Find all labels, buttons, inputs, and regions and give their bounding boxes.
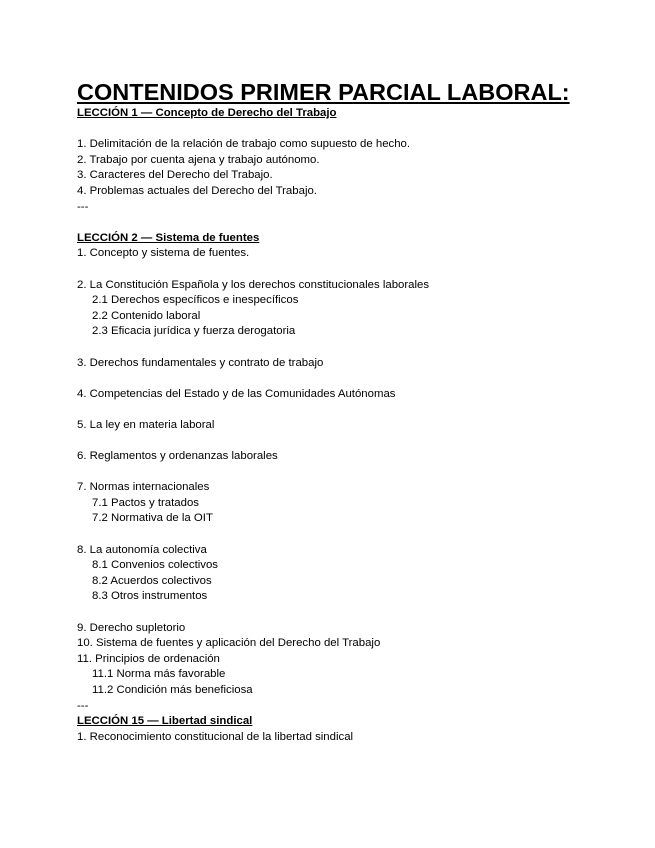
lesson-2-item-9: 9. Derecho supletorio (77, 621, 186, 634)
lesson-2-item-4: 4. Competencias del Estado y de las Comunidades Autónomas (77, 387, 396, 400)
lesson-2-item-1: 1. Concepto y sistema de fuentes. (77, 247, 250, 260)
lesson-15-item-1: 1. Reconocimiento constitucional de la libertad sindical (77, 730, 354, 743)
lesson-2-item-3: 3. Derechos fundamentales y contrato de trabajo (77, 356, 324, 369)
lesson-2-item-8-3: 8.3 Otros instrumentos (92, 590, 208, 603)
blank-line (77, 402, 637, 418)
blank-line (77, 262, 637, 278)
lesson-1-item-2: 2. Trabajo por cuenta ajena y trabajo autónomo. (77, 153, 320, 166)
lesson-2-heading: LECCIÓN 2 — Sistema de fuentes (77, 231, 260, 244)
lesson-1-item-1: 1. Delimitación de la relación de trabajo como supuesto de hecho. (77, 138, 411, 151)
document-title: CONTENIDOS PRIMER PARCIAL LABORAL: (77, 79, 570, 105)
lesson-2-item-11: 11. Principios de ordenación (77, 652, 220, 665)
document-page (77, 78, 637, 745)
blank-line (77, 433, 637, 449)
blank-line (77, 465, 637, 481)
blank-line (77, 527, 637, 543)
lesson-15-heading: LECCIÓN 15 — Libertad sindical (77, 715, 253, 728)
lesson-2-item-2-1: 2.1 Derechos específicos e inespecíficos (92, 294, 299, 307)
lesson-1-item-3: 3. Caracteres del Derecho del Trabajo. (77, 169, 273, 182)
lesson-2-item-10: 10. Sistema de fuentes y aplicación del Derecho del Trabajo (77, 637, 381, 650)
lesson-2-item-6: 6. Reglamentos y ordenanzas laborales (77, 450, 278, 463)
lesson-1-item-4: 4. Problemas actuales del Derecho del Trabajo. (77, 184, 317, 197)
lesson-2-item-5: 5. La ley en materia laboral (77, 418, 215, 431)
blank-line (77, 340, 637, 356)
blank-line (77, 371, 637, 387)
lesson-2-item-7: 7. Normas internacionales (77, 481, 210, 494)
blank-line (77, 215, 637, 231)
lesson-1-separator: --- (77, 200, 89, 213)
lesson-2-item-11-1: 11.1 Norma más favorable (92, 668, 226, 681)
blank-line (77, 605, 637, 621)
lesson-2-item-11-2: 11.2 Condición más beneficiosa (92, 683, 253, 696)
lesson-2-item-2-3: 2.3 Eficacia jurídica y fuerza derogatoria (92, 325, 296, 338)
lesson-2-item-7-1: 7.1 Pactos y tratados (92, 496, 200, 509)
lesson-2-item-7-2: 7.2 Normativa de la OIT (92, 512, 213, 525)
lesson-2-item-8: 8. La autonomía colectiva (77, 543, 207, 556)
lesson-2-separator: --- (77, 699, 89, 712)
blank-line (77, 122, 637, 138)
lesson-2-item-8-1: 8.1 Convenios colectivos (92, 559, 218, 572)
lesson-1-heading: LECCIÓN 1 — Concepto de Derecho del Trabajo (77, 107, 337, 119)
lesson-2-item-2: 2. La Constitución Española y los derechos constitucionales laborales (77, 278, 430, 291)
lesson-2-item-8-2: 8.2 Acuerdos colectivos (92, 574, 212, 587)
lesson-2-item-2-2: 2.2 Contenido laboral (92, 309, 201, 322)
